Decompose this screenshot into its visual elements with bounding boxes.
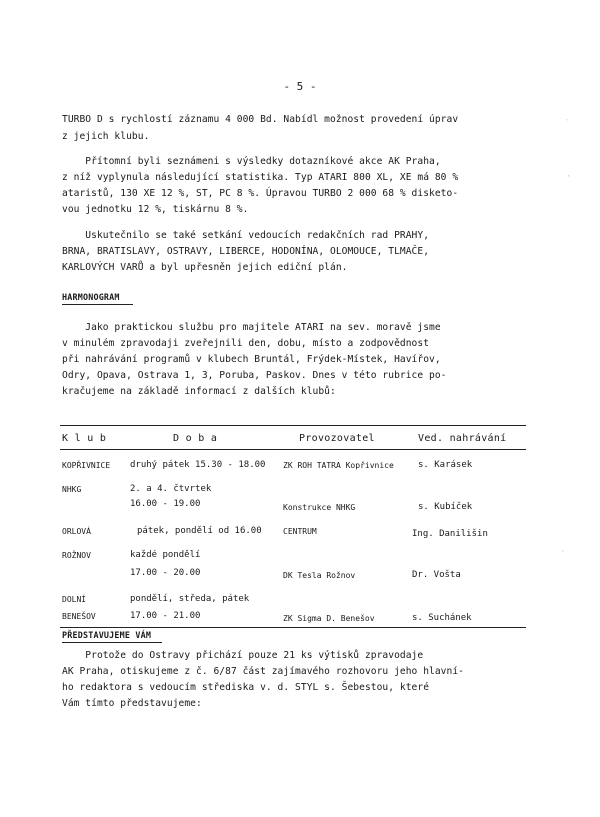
body-text-line: Přítomní byli seznámeni s výsledky dotazníkové akce AK Praha,: [62, 156, 441, 167]
heading-underline: [62, 304, 133, 305]
table-header-rule: [60, 449, 526, 450]
cell-club: NHKG: [62, 485, 82, 494]
cell-time: 17.00 - 20.00: [130, 568, 201, 578]
margin-mark-icon: ·: [566, 172, 572, 182]
cell-club: DOLNÍ: [62, 595, 87, 604]
body-text-line: při nahrávání programů v klubech Bruntál, Frýdek-Místek, Havířov,: [62, 354, 441, 365]
cell-operator: CENTRUM: [283, 527, 317, 536]
cell-manager: Ing. Danilišin: [412, 529, 488, 539]
table-header-club: K l u b: [62, 433, 107, 444]
cell-manager: s. Kubíček: [418, 502, 473, 512]
cell-time: 17.00 - 21.00: [130, 611, 201, 621]
cell-club: ORLOVÁ: [62, 527, 91, 536]
body-text-line: BRNA, BRATISLAVY, OSTRAVY, LIBERCE, HODONÍNA, OLOMOUCE, TLMAČE,: [62, 246, 430, 257]
table-top-rule: [60, 425, 526, 426]
body-text-line: TURBO D s rychlostí záznamu 4 000 Bd. Nabídl možnost provedení úprav: [62, 114, 459, 125]
margin-mark-icon: ·: [560, 547, 566, 557]
body-text-line: z jejich klubu.: [62, 131, 150, 142]
table-header-operator: Provozovatel: [299, 433, 375, 444]
body-text-line: Jako praktickou službu pro majitele ATARI na sev. moravě jsme: [62, 322, 441, 333]
table-header-manager: Ved. nahrávání: [418, 433, 507, 444]
cell-operator: ZK ROH TATRA Kopřivnice: [283, 461, 394, 470]
cell-club: KOPŘIVNICE: [62, 461, 111, 470]
body-text-line: z níž vyplynula následující statistika. Typ ATARI 800 XL, XE má 80 %: [62, 172, 459, 183]
cell-club: ROŽNOV: [62, 551, 91, 560]
cell-time: pátek, pondělí od 16.00: [137, 526, 262, 536]
cell-club: BENEŠOV: [62, 612, 96, 621]
cell-time: 2. a 4. čtvrtek: [130, 484, 212, 494]
body-text-line: kračujeme na základě informací z dalších klubů:: [62, 386, 336, 397]
body-text-line: AK Praha, otiskujeme z č. 6/87 část zajímavého rozhovoru jeho hlavní-: [62, 666, 464, 677]
cell-time: druhý pátek 15.30 - 18.00: [130, 460, 266, 470]
body-text-line: ataristů, 130 XE 12 %, ST, PC 8 %. Úpravou TURBO 2 000 68 % disketo-: [62, 188, 459, 199]
cell-operator: Konstrukce NHKG: [283, 503, 356, 512]
section-heading-predstavujeme: PŘEDSTAVUJEME VÁM: [62, 630, 152, 640]
cell-time: každé pondělí: [130, 550, 201, 560]
body-text-line: Uskutečnilo se také setkání vedoucích redakčních rad PRAHY,: [62, 230, 430, 241]
body-text-line: KARLOVÝCH VARŮ a byl upřesněn jejich ediční plán.: [62, 262, 348, 273]
cell-time: pondělí, středa, pátek: [130, 594, 250, 604]
body-text-line: vou jednotku 12 %, tiskárnu 8 %.: [62, 204, 249, 215]
body-text-line: Vám tímto představujeme:: [62, 698, 202, 709]
cell-time: 16.00 - 19.00: [130, 499, 201, 509]
body-text-line: ho redaktora s vedoucím střediska v. d. STYL s. Šebestou, které: [62, 682, 430, 693]
table-bottom-rule: [60, 627, 526, 628]
margin-mark-icon: ˯: [566, 112, 572, 122]
table-header-time: D o b a: [173, 433, 218, 444]
body-text-line: v minulém zpravodaji zveřejnili den, dobu, místo a zodpovědnost: [62, 338, 430, 349]
cell-manager: s. Suchánek: [412, 613, 472, 623]
cell-operator: ZK Sigma D. Benešov: [283, 614, 375, 623]
cell-manager: s. Karásek: [418, 460, 473, 470]
body-text-line: Protože do Ostravy přichází pouze 21 ks výtisků zpravodaje: [62, 650, 424, 661]
heading-underline: [62, 642, 162, 643]
cell-operator: DK Tesla Rožnov: [283, 571, 356, 580]
page-number: - 5 -: [283, 80, 317, 93]
body-text-line: Odry, Opava, Ostrava 1, 3, Poruba, Paskov. Dnes v této rubrice po-: [62, 370, 447, 381]
cell-manager: Dr. Vošta: [412, 570, 461, 580]
section-heading-harmonogram: HARMONOGRAM: [62, 292, 120, 302]
